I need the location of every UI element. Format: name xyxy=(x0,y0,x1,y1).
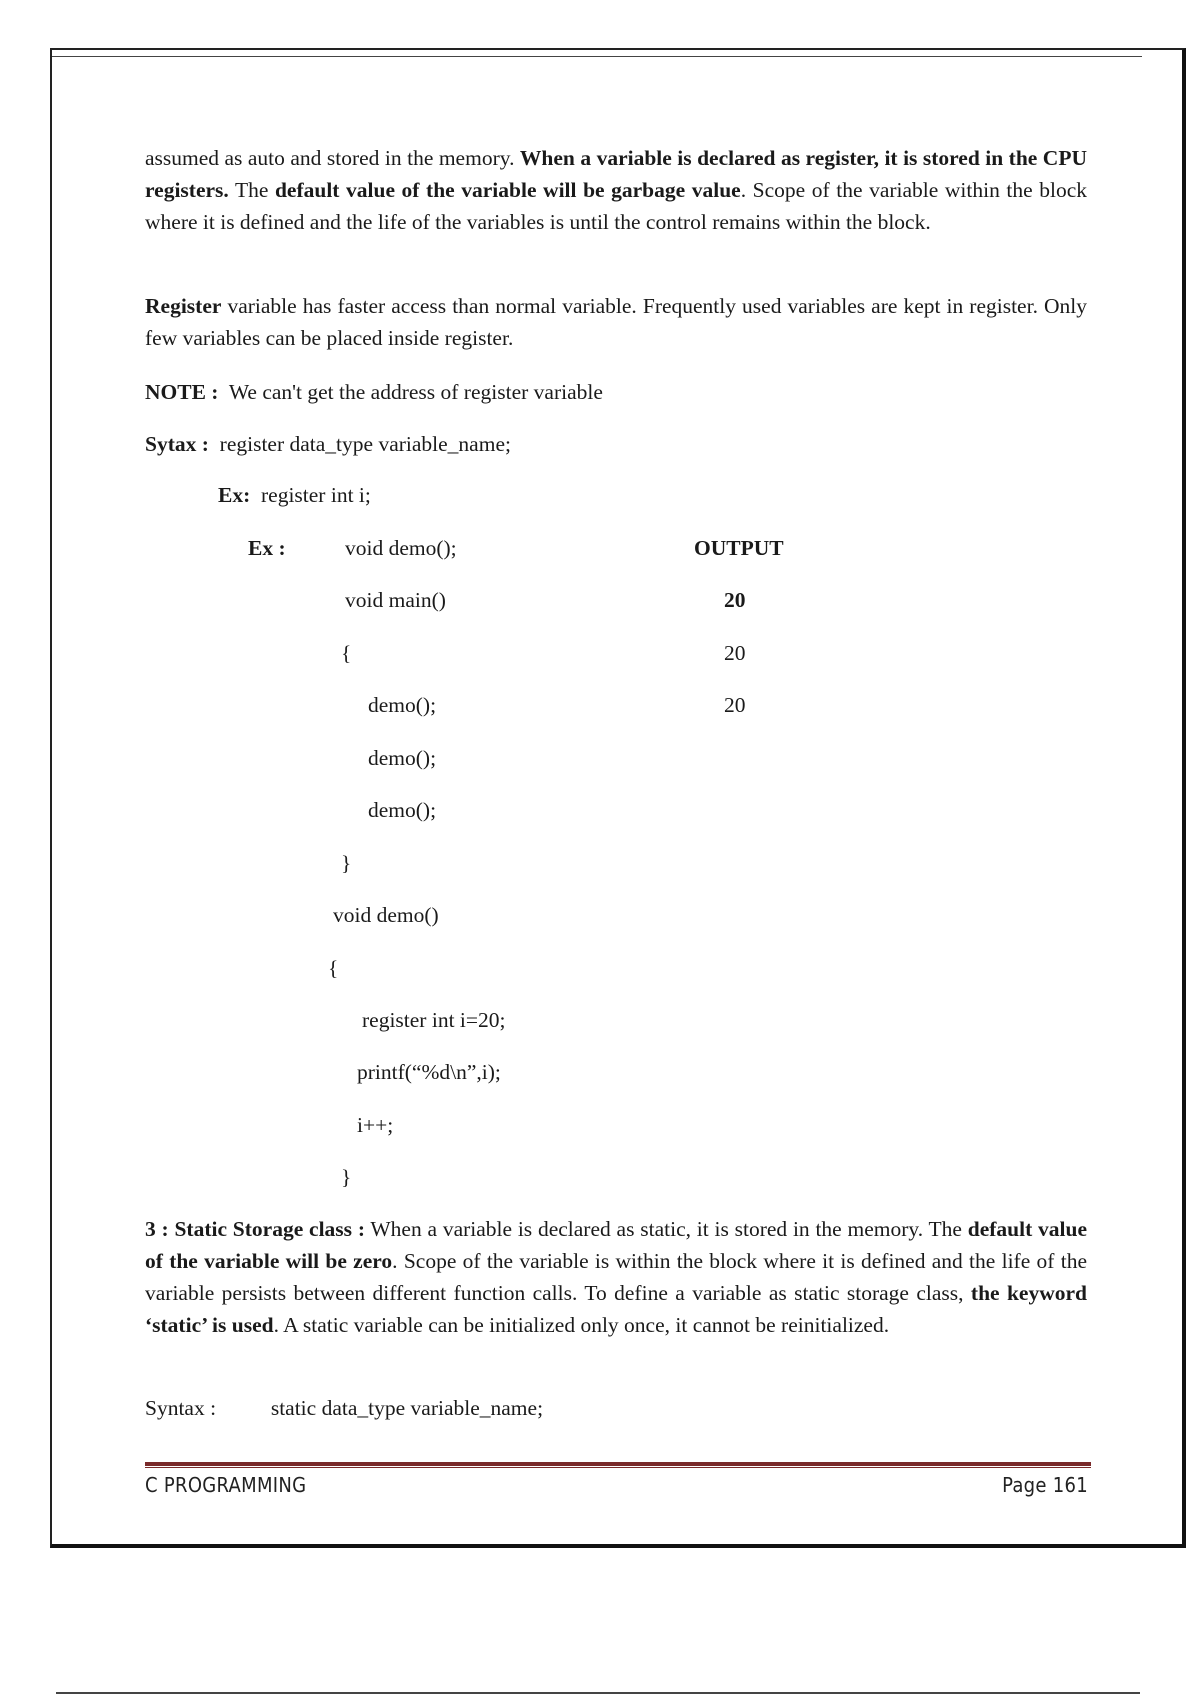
intro-text-1: assumed as auto and stored in the memory. xyxy=(145,146,520,170)
code-line: demo(); xyxy=(368,746,437,770)
code-line: void demo() xyxy=(333,903,439,927)
page-border-inner-top xyxy=(52,56,1142,57)
page-bottom-line xyxy=(56,1692,1140,1694)
example-code-label: Ex : xyxy=(248,536,286,560)
static-text-1: When a variable is declared as static, it is stored in the memory. The xyxy=(364,1217,968,1241)
paragraph-static xyxy=(145,1213,1087,1341)
paragraph-intro xyxy=(145,142,1087,238)
syntax-static-text: static data_type variable_name; xyxy=(270,1396,544,1420)
code-line: register int i=20; xyxy=(362,1008,506,1032)
static-text-2: . Scope of the variable is within the block where it is defined and the life of the variable persists between different function calls. To define a variable as static storage class, xyxy=(145,1249,1087,1305)
intro-bold-garbage: default value of the variable will be garbage value xyxy=(274,178,741,202)
page-number: Page 161 xyxy=(1002,1473,1088,1497)
code-line: void main() xyxy=(345,588,446,612)
footer-title: C PROGRAMMING xyxy=(145,1473,307,1497)
intro-text-3: . Scope of the variable within the block where it is defined and the life of the variables is until the control remains within the block. xyxy=(145,178,1087,234)
static-bold-keyword: the keyword ‘static’ is used xyxy=(145,1281,1087,1337)
code-line: demo(); xyxy=(368,798,437,822)
syntax-register-text: register data_type variable_name; xyxy=(219,432,511,456)
code-line: } xyxy=(341,851,352,875)
example-register-label: Ex: xyxy=(218,483,251,507)
output-value: 20 xyxy=(724,588,746,612)
syntax-register-label: Sytax : xyxy=(145,432,209,456)
register-text: variable has faster access than normal variable. Frequently used variables are kept in register. Only few variables can be placed inside register. xyxy=(145,294,1087,350)
code-line: demo(); xyxy=(368,693,437,717)
note-text: We can't get the address of register variable xyxy=(228,380,603,404)
code-line: { xyxy=(341,641,352,665)
intro-bold-register-cpu: When a variable is declared as register, it is stored in the CPU registers. xyxy=(145,146,1087,202)
output-value: 20 xyxy=(724,693,746,717)
code-line: i++; xyxy=(357,1113,394,1137)
syntax-register-line xyxy=(145,430,511,458)
paragraph-register xyxy=(145,290,1087,354)
code-line: } xyxy=(341,1165,352,1189)
code-line: { xyxy=(328,956,339,980)
syntax-static-label: Syntax : xyxy=(145,1396,217,1420)
example-register-line xyxy=(218,481,371,509)
static-text-3: . A static variable can be initialized only once, it cannot be reinitialized. xyxy=(273,1313,890,1337)
example-register-text: register int i; xyxy=(261,483,371,507)
syntax-static-line xyxy=(145,1394,543,1422)
footer-rule xyxy=(145,1462,1091,1468)
output-value: 20 xyxy=(724,641,746,665)
static-heading: 3 : Static Storage class : xyxy=(145,1217,365,1241)
output-label: OUTPUT xyxy=(694,536,784,560)
code-line: void demo(); xyxy=(345,536,457,560)
intro-text-2: The xyxy=(228,178,275,202)
code-line: printf(“%d\n”,i); xyxy=(357,1060,501,1084)
note-label: NOTE : xyxy=(145,380,219,404)
note-line xyxy=(145,378,603,406)
static-bold-default-zero: default value of the variable will be zero xyxy=(145,1217,1087,1273)
register-bold: Register xyxy=(145,294,222,318)
